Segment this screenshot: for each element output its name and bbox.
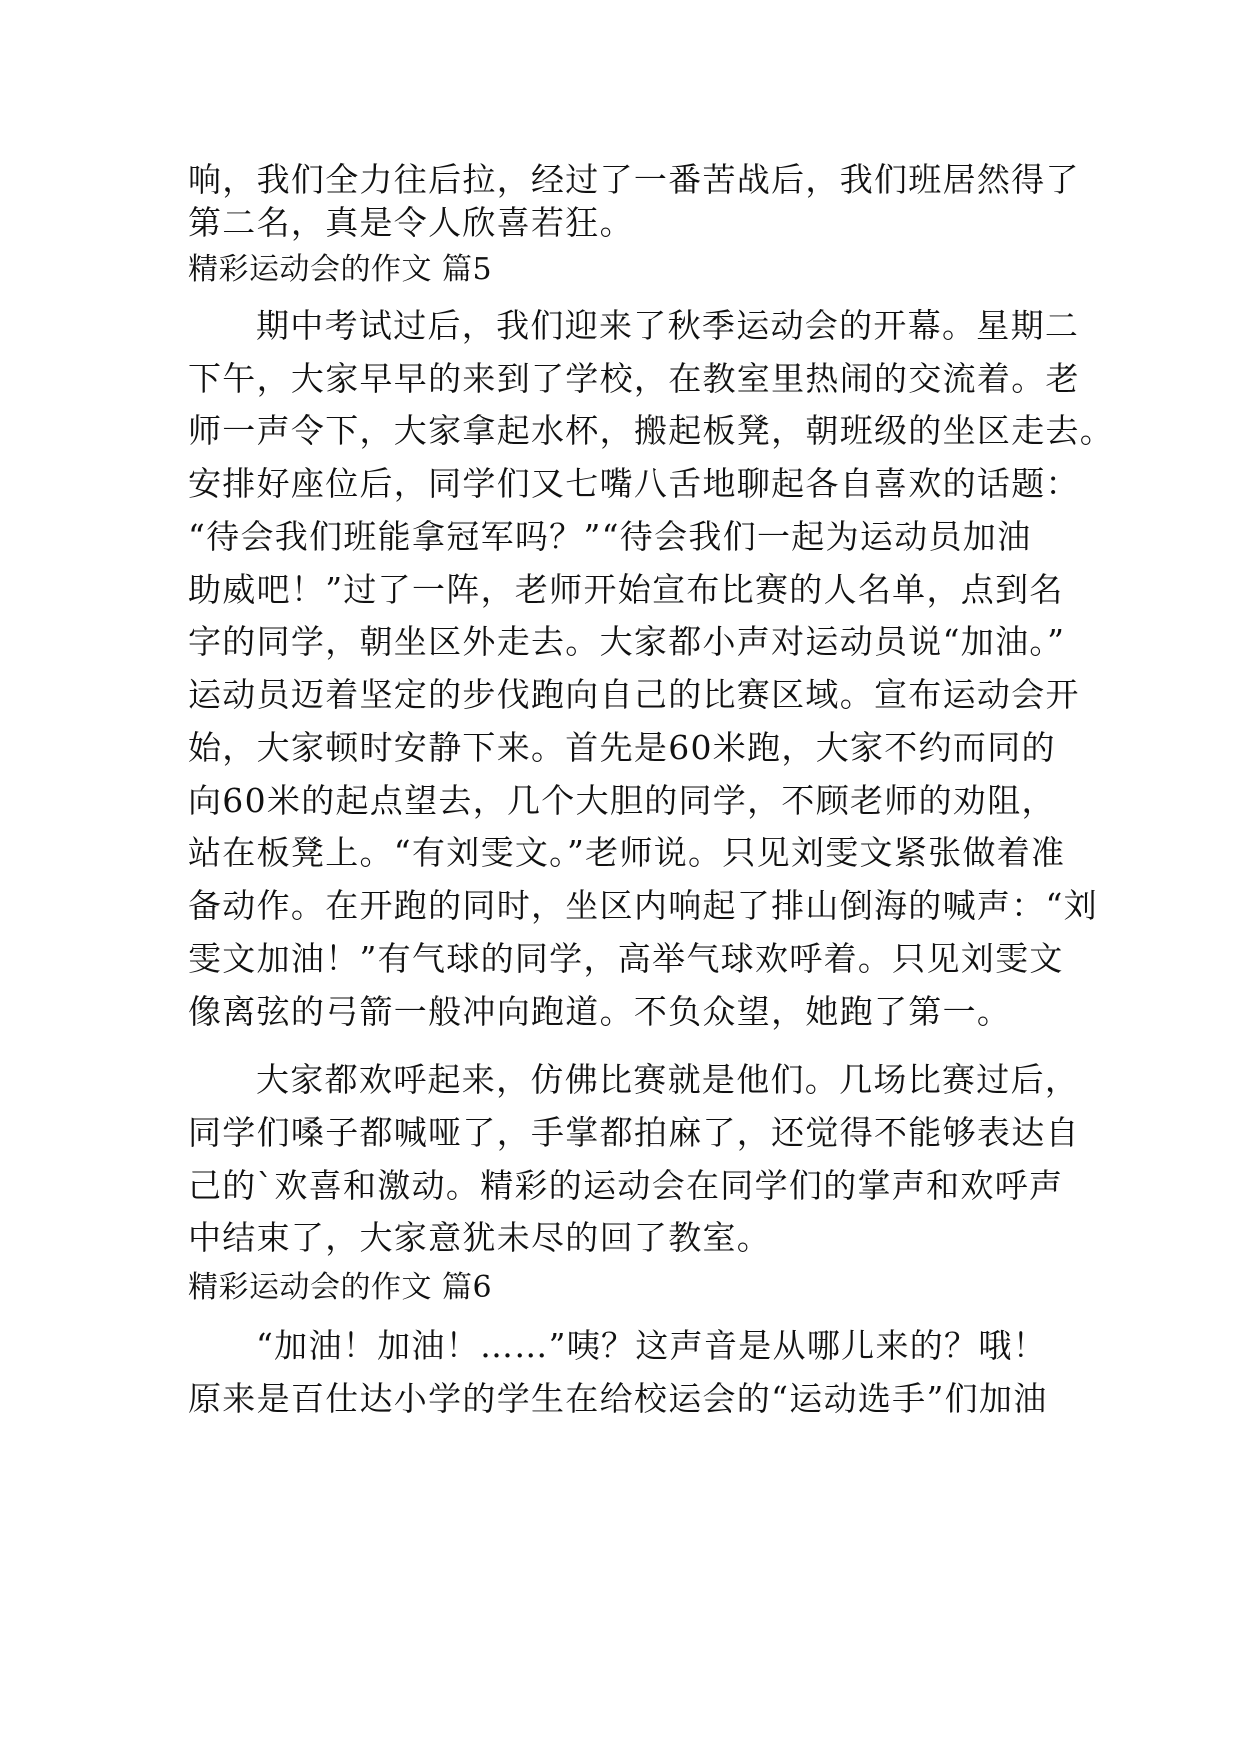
text-line: 像离弦的弓箭一般冲向跑道。不负众望，她跑了第一。	[188, 992, 1012, 1031]
text-line: 字的同学，朝坐区外走去。大家都小声对运动员说“加油。”	[188, 622, 1066, 661]
text-line: 师一声令下，大家拿起水杯，搬起板凳，朝班级的坐区走去。	[188, 411, 1115, 450]
text-line: 备动作。在开跑的同时，坐区内响起了排山倒海的喊声：“刘	[188, 886, 1098, 925]
text-line: 始，大家顿时安静下来。首先是60米跑，大家不约而同的	[188, 728, 1056, 767]
text-line: 原来是百仕达小学的学生在给校运会的“运动选手”们加油	[188, 1379, 1048, 1418]
text-line: 同学们嗓子都喊哑了，手掌都拍麻了，还觉得不能够表达自	[188, 1113, 1080, 1152]
text-line: 雯文加油！”有气球的同学，高举气球欢呼着。只见刘雯文	[188, 939, 1064, 978]
text-line: 下午，大家早早的来到了学校，在教室里热闹的交流着。老	[188, 359, 1080, 398]
section-heading: 精彩运动会的作文 篇5	[188, 252, 493, 287]
text-line: 第二名，真是令人欣喜若狂。	[188, 203, 634, 242]
text-line: 运动员迈着坚定的步伐跑向自己的比赛区域。宣布运动会开	[188, 675, 1080, 714]
text-line: 安排好座位后，同学们又七嘴八舌地聊起各自喜欢的话题：	[188, 464, 1080, 503]
text-line: 助威吧！”过了一阵，老师开始宣布比赛的人名单，点到名	[188, 570, 1064, 609]
text-line: 向60米的起点望去，几个大胆的同学，不顾老师的劝阻，	[188, 781, 1056, 820]
text-line: 站在板凳上。“有刘雯文。”老师说。只见刘雯文紧张做着准	[188, 833, 1066, 872]
text-line: 期中考试过后，我们迎来了秋季运动会的开幕。星期二	[256, 306, 1080, 345]
text-line: 己的`欢喜和激动。精彩的运动会在同学们的掌声和欢呼声	[188, 1166, 1064, 1205]
text-line: 响，我们全力往后拉，经过了一番苦战后，我们班居然得了	[188, 160, 1080, 199]
text-line: 大家都欢呼起来，仿佛比赛就是他们。几场比赛过后，	[256, 1060, 1080, 1099]
section-heading: 精彩运动会的作文 篇6	[188, 1270, 493, 1305]
text-line: “待会我们班能拿冠军吗？”“待会我们一起为运动员加油	[188, 517, 1032, 556]
text-line: “加油！加油！……”咦？这声音是从哪儿来的？哦！	[256, 1326, 1047, 1365]
text-line: 中结束了，大家意犹未尽的回了教室。	[188, 1218, 772, 1257]
